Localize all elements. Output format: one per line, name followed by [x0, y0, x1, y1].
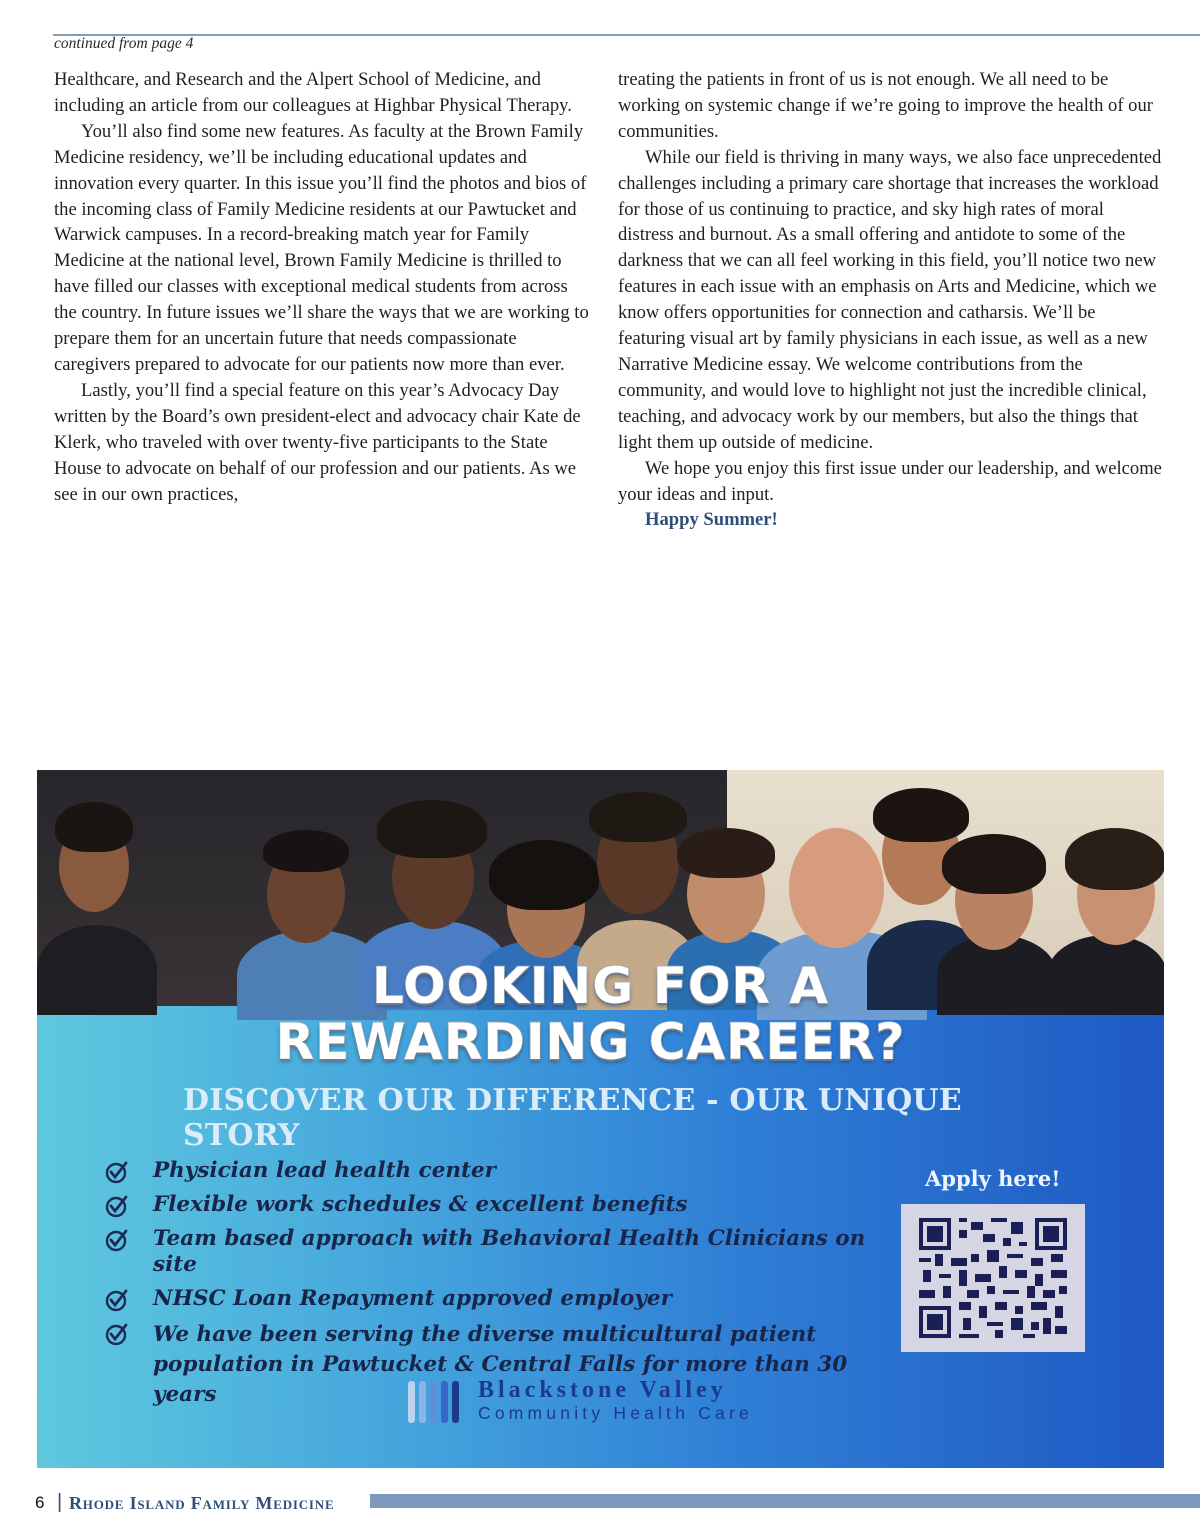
ad-headline: REWARDING CAREER?: [275, 1013, 906, 1071]
logo-tagline: Community Health Care: [478, 1403, 753, 1423]
benefit-text: Team based approach with Behavioral Health Clinicians on site: [153, 1226, 866, 1277]
apply-here-label: Apply here!: [925, 1166, 1061, 1191]
article-paragraph: You’ll also find some new features. As faculty at the Brown Family Medicine residency, we’ll be including educational updates and innovation every quarter. In this issue you’ll find the photos and bios of the incoming class of Family Medicine residents at our Pawtucket and Warwick campuses. In a record-breaking match year for Family Medicine at the national level, Brown Family Medicine is thrilled to have filled our classes with exceptional medical students from across the country. In future issues we’ll share the ways that we are working to prepare them for an uncertain future that needs compassionate caregivers prepared to advocate for our patients now more than ever.: [54, 120, 589, 375]
article-paragraph: treating the patients in front of us is not enough. We all need to be working on systemic change if we’re going to improve the health of our communities.: [618, 69, 1153, 142]
article-paragraph: While our field is thriving in many ways, we also face unprecedented challenges including a primary care shortage that increases the workload for those of us continuing to practice, and sky high rates of moral distress and burnout. As a small offering and antidote to some of the darkness that we can all feel working in this field, you’ll notice two new features in each issue with an emphasis on Arts and Medicine, which we know offers opportunities for connection and catharsis. We’ll be featuring visual art by family physicians in each issue, as well as a new Narrative Medicine essay. We welcome contributions from the community, and would love to highlight not just the incredible clinical, teaching, and advocacy work by our members, but also the things that light them up outside of medicine.: [618, 146, 1162, 453]
ad-headline: LOOKING FOR A: [372, 957, 829, 1015]
page-footer: [0, 1488, 1200, 1518]
continued-note: continued from page 4: [54, 35, 194, 52]
article-paragraph: Healthcare, and Research and the Alpert School of Medicine, and including an article from our colleagues at Highbar Physical Therapy.: [54, 69, 572, 116]
benefit-text: NHSC Loan Repayment approved employer: [153, 1286, 672, 1311]
benefit-text: We have been serving the diverse multicultural patient population in Pawtucket & Central Falls for more than 30 years: [153, 1322, 848, 1407]
header-rule: [53, 34, 1200, 36]
article-paragraph: Lastly, you’ll find a special feature on this year’s Advocacy Day written by the Board’s own president-elect and advocacy chair Kate de Klerk, who traveled with over twenty-five participants to the State House to advocate on behalf of our profession and our patients. As we see in our own practices,: [54, 379, 581, 505]
article-column-right: [618, 67, 1164, 533]
benefit-item: [103, 1158, 903, 1184]
benefit-text: Physician lead health center: [153, 1158, 496, 1183]
article-signoff: Happy Summer!: [645, 509, 778, 531]
ad-subheadline: DISCOVER OUR DIFFERENCE - OUR UNIQUE STORY: [183, 1083, 962, 1153]
footer-divider: |: [57, 1491, 63, 1513]
check-circle-icon: [105, 1228, 129, 1252]
benefit-item: [103, 1286, 903, 1312]
blackstone-valley-logo: [408, 1375, 828, 1430]
benefit-item: [103, 1226, 903, 1278]
benefit-text: Flexible work schedules & excellent benefits: [153, 1192, 688, 1217]
article-paragraph: We hope you enjoy this first issue under our leadership, and welcome your ideas and input.: [618, 457, 1162, 505]
publication-name: Rhode Island Family Medicine: [69, 1493, 335, 1513]
check-circle-icon: [105, 1160, 129, 1184]
benefit-item: [103, 1192, 903, 1218]
check-circle-icon: [105, 1288, 129, 1312]
qr-code-icon: [919, 1218, 1067, 1338]
footer-accent-bar: [370, 1494, 1200, 1508]
article-column-left: [54, 67, 594, 507]
page-number: 6: [35, 1493, 45, 1512]
apply-qr-code[interactable]: [901, 1204, 1085, 1352]
logo-name: Blackstone Valley: [478, 1377, 727, 1403]
check-circle-icon: [105, 1194, 129, 1218]
check-circle-icon: [105, 1322, 129, 1346]
logo-bars-icon: [408, 1381, 464, 1423]
career-advertisement[interactable]: [37, 770, 1164, 1468]
